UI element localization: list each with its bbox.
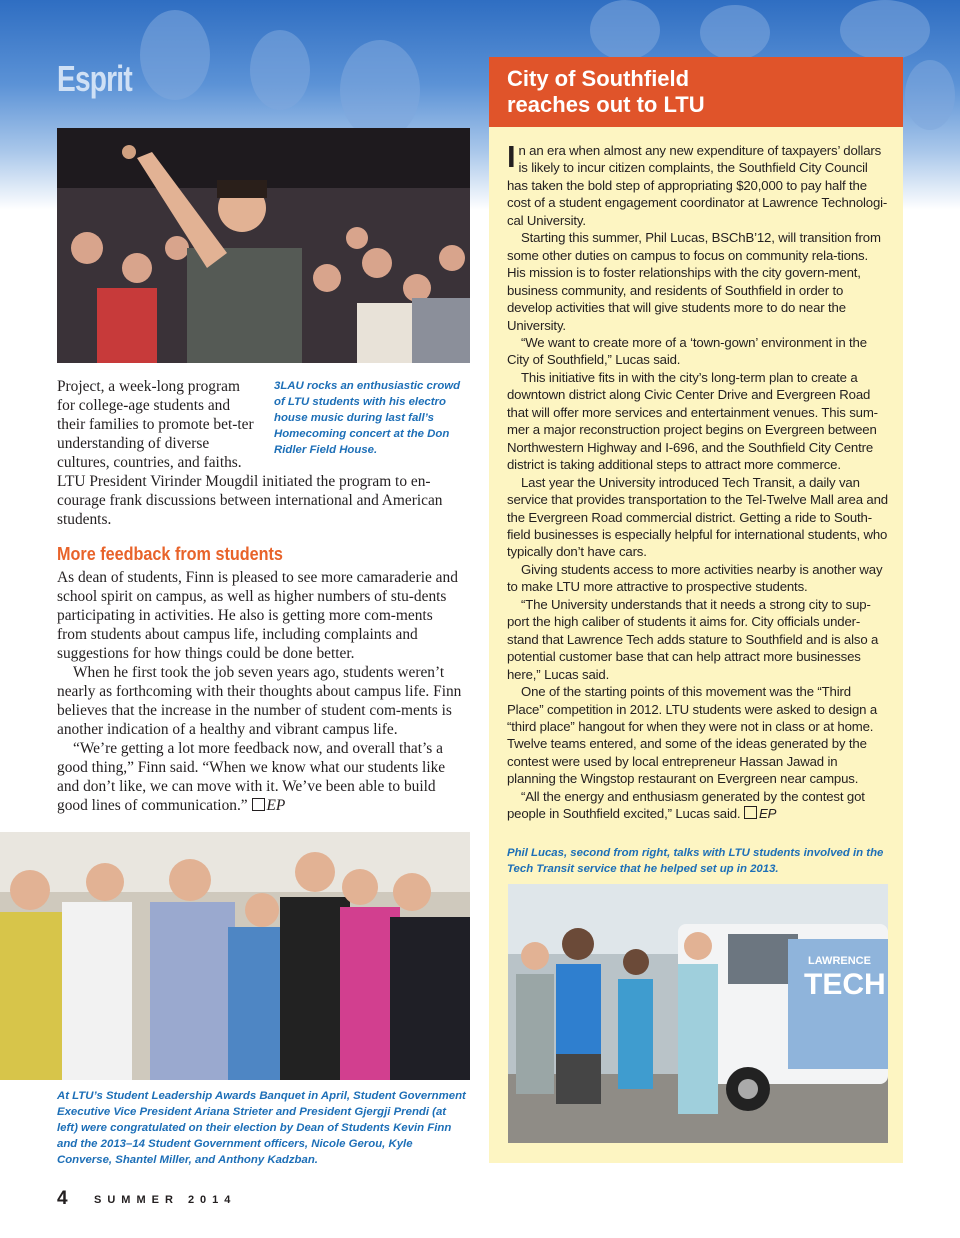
- main-paragraph: As dean of students, Finn is pleased to see more camaraderie and school spirit on campus, as well as higher numbers of stu-dents participating in activities. He also is getting more com-ments from students about campus life, including complaints and suggestions for how things could be done better.: [57, 569, 458, 662]
- sidebar-paragraph: “All the energy and enthusiasm generated by the contest got people in Southfield excited,” Lucas said.: [507, 788, 865, 822]
- van-logo-text-2: TECH: [804, 968, 886, 1001]
- sidebar-headline-line2: reaches out to LTU: [507, 92, 705, 117]
- sidebar-paragraph: Last year the University introduced Tech Transit, a daily van service that provides transportation to the Tel-Twelve Mall area and the Evergreen Road commercial district. Getting a ride to South-field businesses is especially helpful for international students, who typically don’t have cars.: [507, 474, 888, 560]
- issue-label: SUMMER 2014: [94, 1194, 237, 1206]
- end-mark-icon: [252, 798, 265, 811]
- sidebar-paragraph: One of the starting points of this movement was the “Third Place” competition in 2012. LTU students were asked to design a “third place” hangout for when they were not in class or at home. Twelve teams entered, and some of the ideas generated by the contest were used by local entrepreneur Hassan Jawad in planning the Wingstop restaurant on Evergreen near campus.: [507, 684, 878, 787]
- sidebar-headline: [489, 57, 903, 127]
- author-initials: EP: [266, 797, 286, 814]
- end-mark-icon: [744, 806, 757, 819]
- concert-photo: [57, 128, 470, 363]
- author-initials: EP: [758, 806, 777, 822]
- intro-rest-text: LTU President Virinder Mougdil initiated the program to en-courage frank discussions between international and American students.: [57, 473, 443, 528]
- sidebar-paragraph: This initiative fits in with the city’s long-term plan to create a downtown district along Civic Center Drive and Evergreen Road that will offer more services and entertainment venues. This sum-mer a major reconstruction project begins on Evergreen between Northwestern Highway and I-696, and the Southfield City Centre district is taking additional steps to attract more commerce.: [507, 369, 878, 473]
- van-logo-text-1: LAWRENCE: [808, 955, 871, 967]
- sidebar-paragraph: Giving students access to more activities nearby is another way to make LTU more attractive to prospective students.: [507, 561, 883, 595]
- sidebar-paragraph: “We want to create more of a ‘town-gown’ environment in the City of Southfield,” Lucas said.: [507, 334, 867, 368]
- main-paragraph: “We’re getting a lot more feedback now, and overall that’s a good thing,” Finn said. “When we know what our students like and don’t like, we can move with it. We’ve been able to build good lines of communication.”: [57, 740, 446, 814]
- section-label: Esprit: [57, 58, 132, 99]
- page-number: 4: [57, 1188, 68, 1209]
- main-article-body: [57, 568, 465, 815]
- banquet-photo-caption: At LTU’s Student Leadership Awards Banquet in April, Student Government Executive Vice President Ariana Strieter and President Gjergji Prendi (at left) were congratulated on their election by Dean of Students Kevin Finn and the 2013–14 Student Government officers, Nicole Gerou, Kyle Converse, Shantel Miller, and Anthony Kadzban.: [57, 1090, 466, 1166]
- section-subhead: More feedback from students: [57, 544, 283, 564]
- concert-photo-caption: 3LAU rocks an enthusiastic crowd of LTU students with his electro house music during last fall’s Homecoming concert at the Don Ridler Field House.: [274, 380, 461, 456]
- sidebar-headline-line1: City of Southfield: [507, 66, 690, 91]
- banquet-photo: [0, 832, 470, 1080]
- sidebar-article-body: [507, 139, 889, 823]
- sidebar-paragraph: Starting this summer, Phil Lucas, BSChB’12, will transition from some other duties on campus to focus on community rela-tions. His mission is to foster relationships with the city govern-ment, business community, and residents of Southfield in order to develop activities that will give students more to do near the University.: [507, 230, 881, 333]
- van-photo: [508, 884, 888, 1143]
- main-paragraph: When he first took the job seven years ago, students weren’t nearly as forthcoming with their thoughts about campus life. Finn believes that the increase in the number of student com-ments is another indication of a healthy and vibrant campus life.: [57, 664, 462, 738]
- intro-wrap-text: Project, a week-long program for college-age students and their families to promote bet-ter understanding of diverse cultures, countries, and faiths.: [57, 378, 254, 471]
- sidebar-paragraph: n an era when almost any new expenditure of taxpayers’ dollars is likely to incur citizen complaints, the Southfield City Council has taken the bold step of appropriating $20,000 to pay half the cost of a student engagement coordinator at Lawrence Technologi-cal University.: [507, 143, 888, 228]
- drop-cap: I: [507, 139, 516, 174]
- sidebar-paragraph: “The University understands that it needs a strong city to sup-port the high caliber of students it aims for. City officials under-stand that Lawrence Tech adds stature to Southfield and is also a potential customer base that can help attract more businesses here,” Lucas said.: [507, 596, 879, 682]
- van-photo-caption: Phil Lucas, second from right, talks with LTU students involved in the Tech Transit service that he helped set up in 2013.: [507, 847, 884, 875]
